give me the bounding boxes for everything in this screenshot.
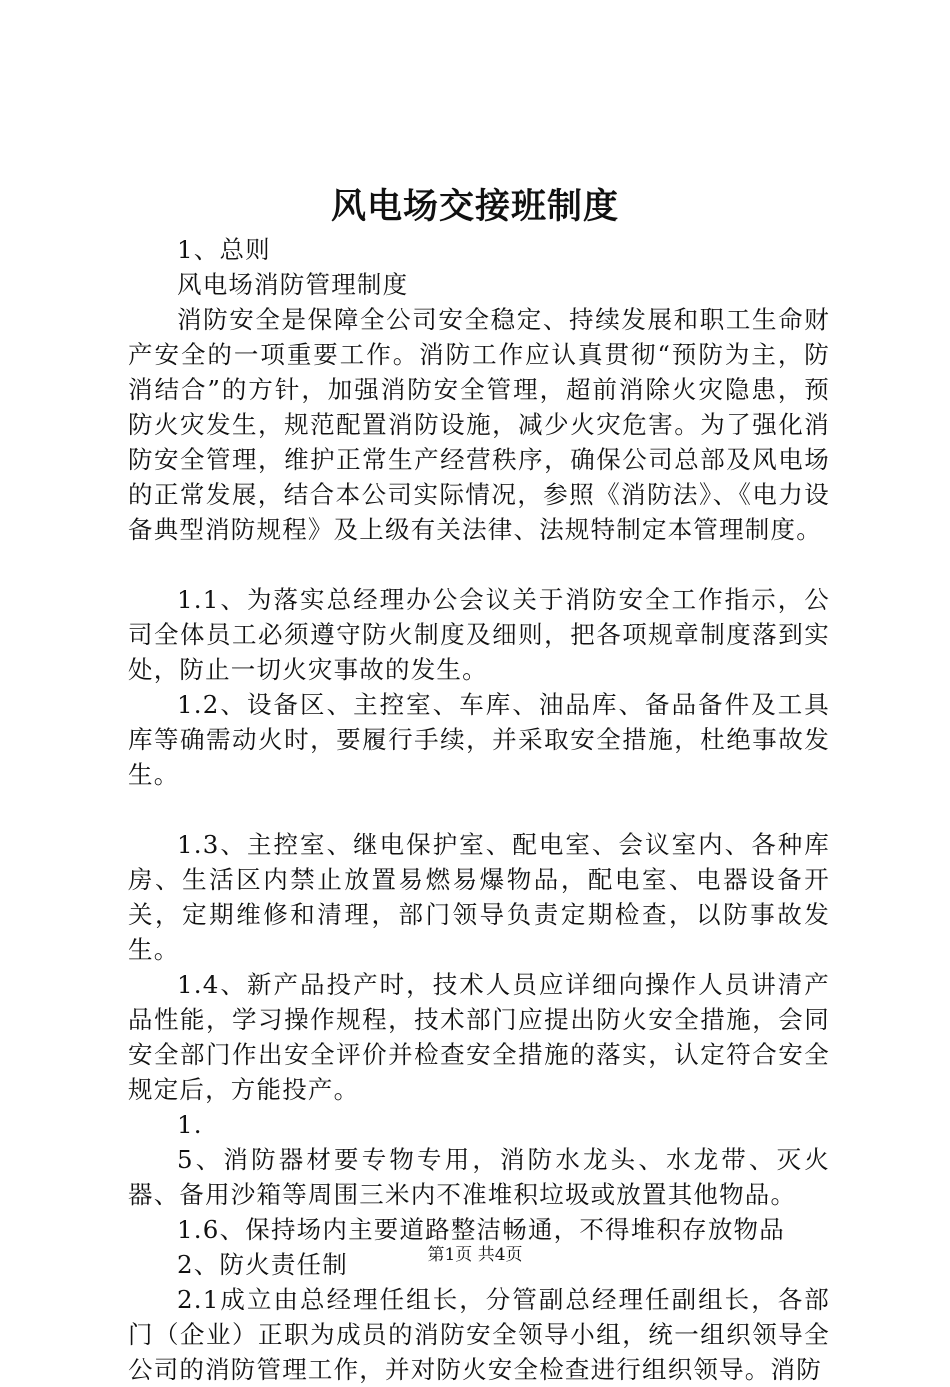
paragraph-1-1: 1.1、为落实总经理办公会议关于消防安全工作指示，公司全体员工必须遵守防火制度及细则，把各项规章制度落到实处，防止一切火灾事故的发生。	[128, 585, 830, 684]
paragraph-1-number: 1.	[177, 1110, 203, 1139]
subheading-fire-management: 风电场消防管理制度	[177, 270, 409, 299]
document-body	[128, 232, 830, 1387]
paragraph-1-6: 1.6、保持场内主要道路整洁畅通，不得堆积存放物品	[177, 1215, 785, 1244]
paragraph-1-3: 1.3、主控室、继电保护室、配电室、会议室内、各种库房、生活区内禁止放置易燃易爆物品，配电室、电器设备开关，定期维修和清理，部门领导负责定期检查，以防事故发生。	[128, 830, 830, 964]
paragraph-1-5: 5、消防器材要专物专用，消防水龙头、水龙带、灭火器、备用沙箱等周围三米内不准堆积垃圾或放置其他物品。	[128, 1145, 830, 1209]
paragraph-1-2: 1.2、设备区、主控室、车库、油品库、备品备件及工具库等确需动火时，要履行手续，并采取安全措施，杜绝事故发生。	[128, 690, 830, 789]
section-heading-general: 1、总则	[177, 235, 271, 264]
paragraph-spacer	[128, 547, 830, 582]
paragraph-2-1: 2.1成立由总经理任组长，分管副总经理任副组长，各部门（企业）正职为成员的消防安全领导小组，统一组织领导全公司的消防管理工作，并对防火安全检查进行组织领导。消防	[128, 1285, 830, 1384]
page-footer: 第1页 共4页	[427, 1245, 523, 1265]
paragraph-intro: 消防安全是保障全公司安全稳定、持续发展和职工生命财产安全的一项重要工作。消防工作应认真贯彻“预防为主，防消结合”的方针，加强消防安全管理，超前消除火灾隐患，预防火灾发生，规范配置消防设施，减少火灾危害。为了强化消防安全管理，维护正常生产经营秩序，确保公司总部及风电场的正常发展，结合本公司实际情况，参照《消防法》、《电力设备典型消防规程》及上级有关法律、法规特制定本管理制度。	[128, 305, 830, 544]
paragraph-spacer	[128, 792, 830, 827]
document-title: 风电场交接班制度	[330, 186, 619, 227]
paragraph-1-4: 1.4、新产品投产时，技术人员应详细向操作人员讲清产品性能，学习操作规程，技术部门应提出防火安全措施，会同安全部门作出安全评价并检查安全措施的落实，认定符合安全规定后，方能投产。	[128, 970, 830, 1104]
section-heading-fire-responsibility: 2、防火责任制	[177, 1250, 348, 1279]
